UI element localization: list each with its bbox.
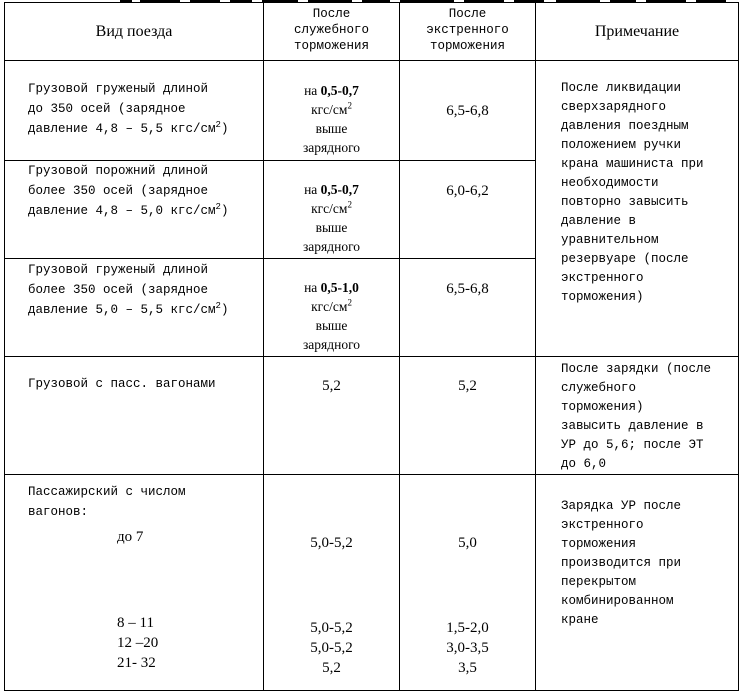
note-cell-freight: После ликвидации сверхзарядного давления поездным положением ручки крана машиниста при необходимости повторно завысить давление в уравнительном резервуаре (после экстренного торможения) [536,61,739,357]
brake-pressure-table [4,2,739,691]
table-row [5,61,739,161]
service-pressure-cell: 5,2 [264,357,400,475]
header-row [5,3,739,61]
emergency-pressure-cell: 6,5-6,8 [400,259,536,357]
emergency-pressure-cell: 6,0-6,2 [400,161,536,259]
group-label: до 7 [117,529,144,545]
table-row [5,475,739,691]
train-type-cell: Грузовой груженый длиной более 350 осей (зарядное давление 5,0 – 5,5 кгс/$см^2$) [5,259,264,357]
header-train-type: Вид поезда [5,3,264,61]
emergency-pressure-cell: 5,2 [400,357,536,475]
train-type-cell: Грузовой груженый длиной до 350 осей (зарядное давление 4,8 – 5,5 кгс/$см^2$) [5,61,264,161]
group-labels: 8 – 11 12 –20 21- 32 [117,615,159,671]
service-pressure-cell: на 0,5-0,7 кгс/$см^2$ выше зарядного [264,161,400,259]
train-type-cell: Грузовой с пасс. вагонами [5,357,264,475]
emergency-pressure-cell: 6,5-6,8 [400,61,536,161]
train-type-cell: Грузовой порожний длиной более 350 осей (зарядное давление 4,8 – 5,0 кгс/$см^2$) [5,161,264,259]
header-after-service: После служебного торможения [264,3,400,61]
header-after-emergency: После экстренного торможения [400,3,536,61]
emergency-pressure-cell: 5,0 1,5-2,0 3,0-3,5 3,5 [400,475,536,691]
header-note: Примечание [536,3,739,61]
service-pressure-cell: 5,0-5,2 5,0-5,2 5,0-5,2 5,2 [264,475,400,691]
train-type-cell: Пассажирский с числом вагонов: до 7 8 – 11 12 –20 21- 32 [5,475,264,691]
note-cell-passenger: Зарядка УР после экстренного торможения производится при перекрытом комбинированном кране [536,475,739,691]
service-pressure-cell: на 0,5-1,0 кгс/$см^2$ выше зарядного [264,259,400,357]
note-cell-mixed: После зарядки (после служебного торможения) завысить давление в УР до 5,6; после ЭТ до 6,0 [536,357,739,475]
service-pressure-cell: на 0,5-0,7 кгс/$см^2$ выше зарядного [264,61,400,161]
table-row [5,357,739,475]
